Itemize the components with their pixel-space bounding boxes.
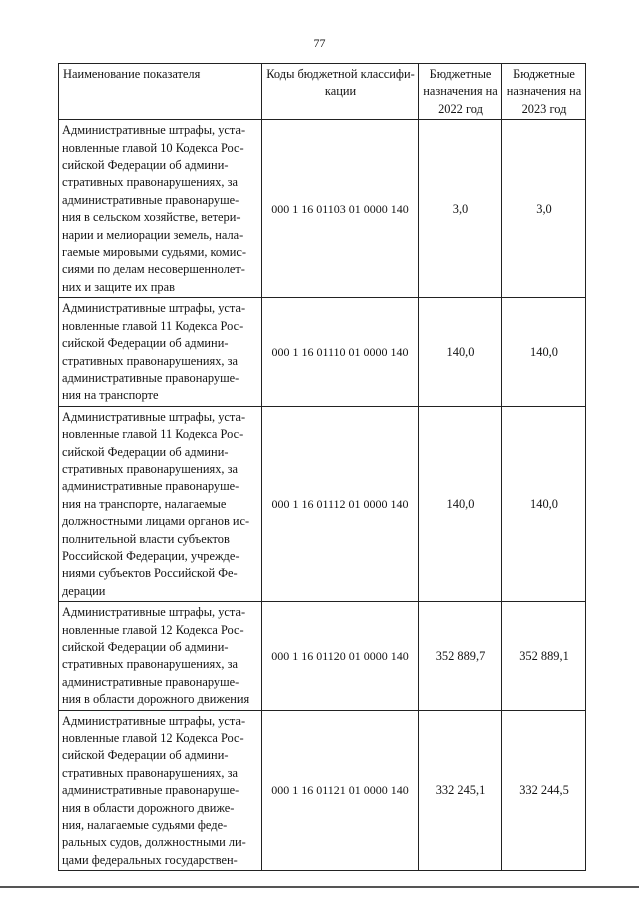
indicator-name-line: Административные штрафы, уста- [62,409,246,424]
indicator-name-line: новленные главой 10 Кодекса Рос- [62,140,244,155]
header-budget-2022: Бюджетные назначения на 2022 год [419,64,502,120]
indicator-name-cell [59,406,262,601]
budget-code-cell: 000 1 16 01121 01 0000 140 [262,710,419,871]
indicator-name-line: сийской Федерации об админи- [62,158,229,173]
table-row [59,298,586,406]
budget-2023-cell: 3,0 [502,120,586,298]
indicator-name-line: новленные главой 12 Кодекса Рос- [62,731,244,746]
indicator-name-cell [59,710,262,871]
budget-2023-cell: 332 244,5 [502,710,586,871]
budget-code-cell: 000 1 16 01112 01 0000 140 [262,406,419,601]
indicator-name-cell [59,120,262,298]
header-budget-2023: Бюджетные назначения на 2023 год [502,64,586,120]
header-budget-code: Коды бюджетной классифи-кации [262,64,419,120]
indicator-name-line: административные правонаруше- [62,192,240,207]
indicator-name-line: Российской Федерации, учрежде- [62,548,240,563]
budget-2023-cell: 140,0 [502,298,586,406]
indicator-name-line: ния на транспорте, налагаемые [62,496,227,511]
indicator-name-line: ния на транспорте [62,388,159,403]
budget-2022-cell: 140,0 [419,298,502,406]
budget-code-cell: 000 1 16 01110 01 0000 140 [262,298,419,406]
indicator-name-line: ния в области дорожного движения [62,692,250,707]
indicator-name-line: них и защите их прав [62,279,175,294]
indicator-name-line: административные правонаруше- [62,674,240,689]
indicator-name-line: новленные главой 11 Кодекса Рос- [62,427,244,442]
indicator-name-line: гаемые мировыми судьями, комис- [62,245,246,260]
budget-table [58,63,586,871]
budget-2023-cell: 140,0 [502,406,586,601]
indicator-name-line: ния в области дорожного движе- [62,800,235,815]
indicator-name-line: сийской Федерации об админи- [62,640,229,654]
budget-2023-cell: 352 889,1 [502,602,586,710]
indicator-name-line: сийской Федерации об админи- [62,444,229,459]
indicator-name-cell [59,298,262,406]
budget-2022-cell: 3,0 [419,120,502,298]
indicator-name-line: новленные главой 11 Кодекса Рос- [62,318,244,333]
indicator-name-line: стративных правонарушениях, за [62,175,239,190]
page-number: 77 [313,36,326,50]
indicator-name-line: полнительной власти субъектов [62,531,230,546]
indicator-name-line: Административные штрафы, уста- [62,301,246,316]
indicator-name-line: цами федеральных государствен- [62,852,238,867]
budget-table-body [59,64,586,871]
table-row [59,710,586,871]
indicator-name-line: ния в сельском хозяйстве, ветери- [62,210,241,225]
indicator-name-line: новленные главой 12 Кодекса Рос- [62,622,244,637]
indicator-name-line: Административные штрафы, уста- [62,713,246,728]
indicator-name-line: административные правонаруше- [62,370,240,385]
indicator-name-line: нарии и мелиорации земель, нала- [62,227,244,242]
budget-2022-cell: 332 245,1 [419,710,502,871]
budget-code-cell: 000 1 16 01103 01 0000 140 [262,120,419,298]
indicator-name-line: сийской Федерации об админи- [62,748,229,763]
indicator-name-line: административные правонаруше- [62,479,240,494]
table-row [59,120,586,298]
table-header-row [59,64,586,120]
indicator-name-cell [59,602,262,710]
indicator-name-line: ния, налагаемые судьями феде- [62,818,228,833]
indicator-name-line: ральных судов, должностными ли- [62,835,246,850]
header-indicator-name: Наименование показателя [59,64,262,120]
indicator-name-line: сийской Федерации об админи- [62,336,229,351]
indicator-name-line: стративных правонарушениях, за [62,657,239,672]
budget-2022-cell: 352 889,7 [419,602,502,710]
page-bottom-rule [0,886,639,888]
table-row [59,406,586,601]
indicator-name-line: Административные штрафы, уста- [62,605,246,620]
table-row [59,602,586,710]
indicator-name-line: стративных правонарушениях, за [62,353,239,368]
indicator-name-line: дерации [62,583,106,598]
indicator-name-line: сиями по делам несовершеннолет- [62,262,245,277]
indicator-name-line: стративных правонарушениях, за [62,461,239,476]
indicator-name-line: ниями субъектов Российской Фе- [62,566,238,581]
indicator-name-line: Административные штрафы, уста- [62,123,246,138]
budget-2022-cell: 140,0 [419,406,502,601]
budget-code-cell: 000 1 16 01120 01 0000 140 [262,602,419,710]
indicator-name-line: стративных правонарушениях, за [62,765,239,780]
indicator-name-line: должностными лицами органов ис- [62,514,250,529]
indicator-name-line: административные правонаруше- [62,783,240,798]
